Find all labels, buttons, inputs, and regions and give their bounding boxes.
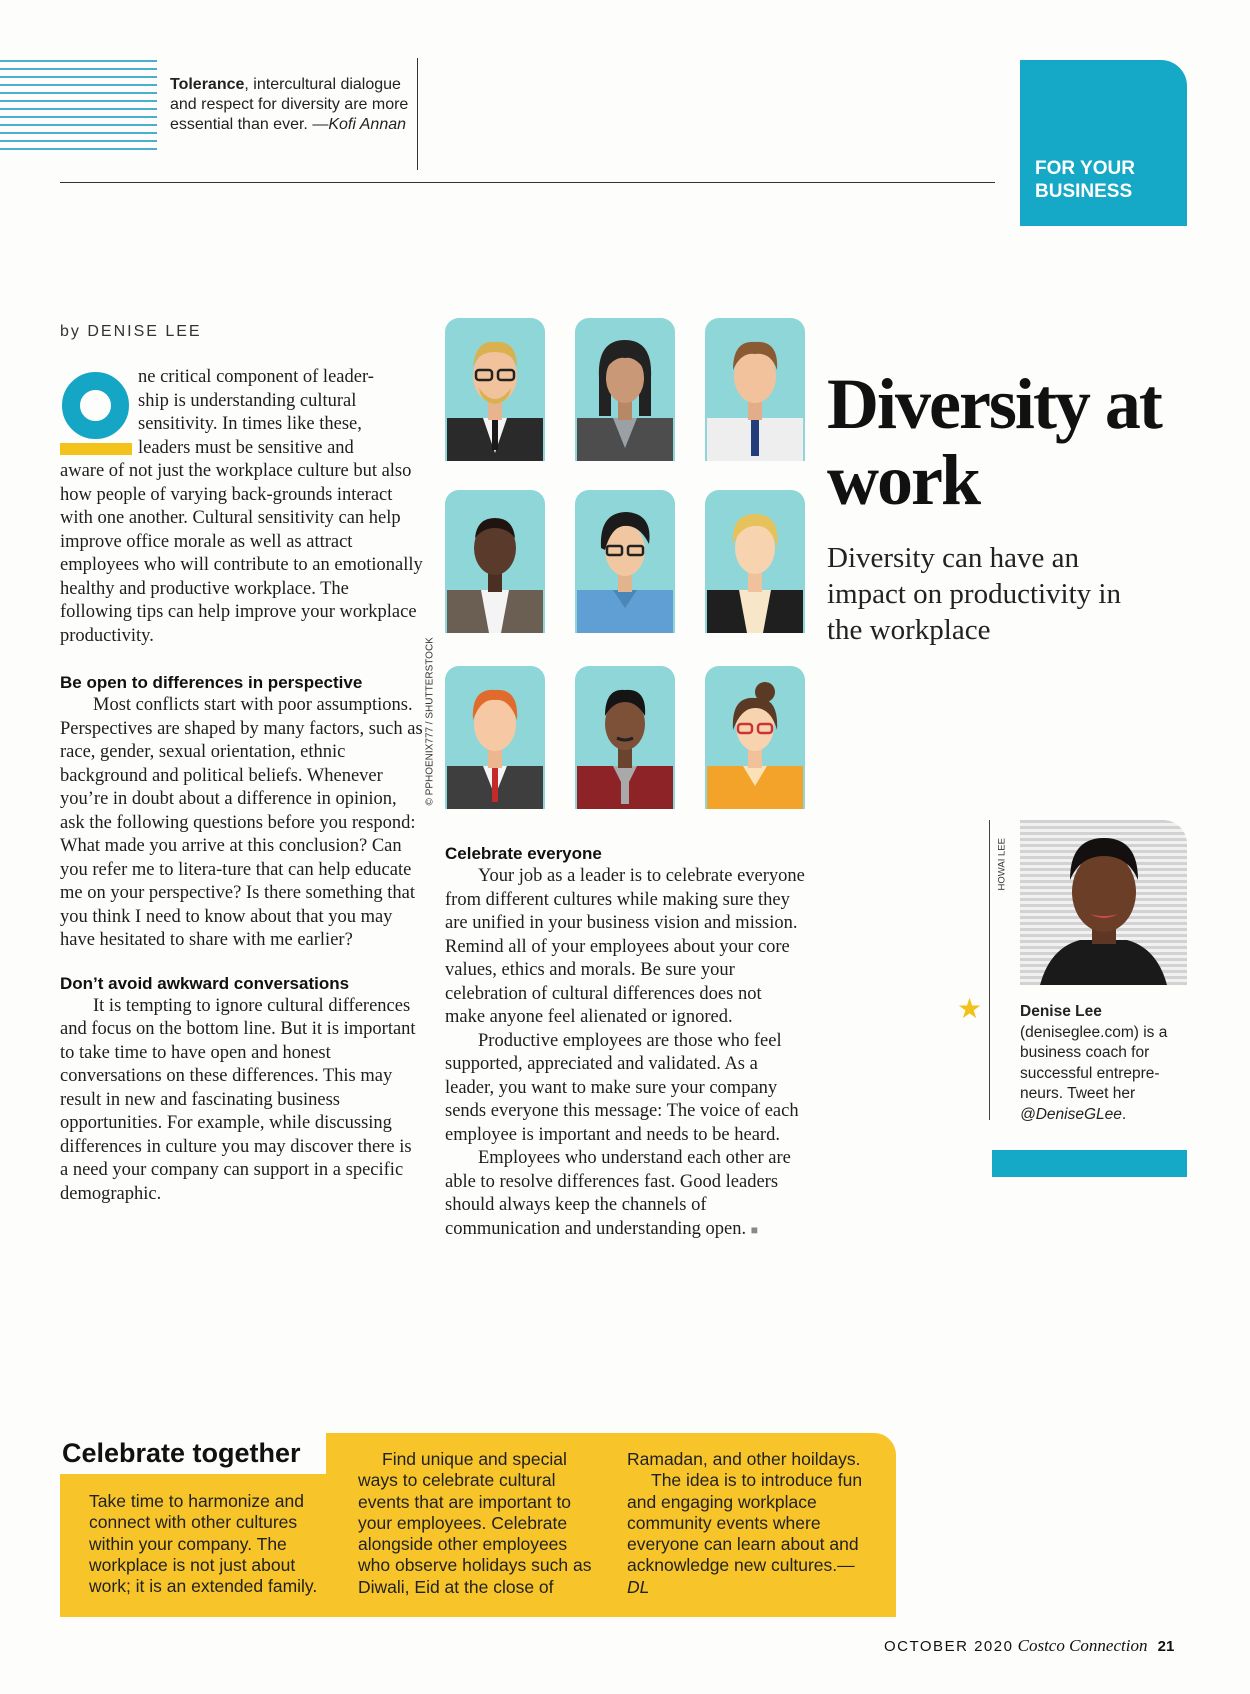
portrait-illustration: [705, 666, 805, 809]
quote-author: Kofi Annan: [328, 116, 407, 133]
sidebar-col-2: Find unique and special ways to celebrate cultural events that are important to your employees. Celebrate alongside other employees who observe holidays such as Diwali, Eid at the close of: [358, 1449, 592, 1597]
author-handle: @DeniseGLee: [1020, 1105, 1122, 1123]
section-heading: Be open to differences in perspective: [60, 673, 363, 692]
middle-column: [445, 842, 805, 1242]
author-bio: [1020, 1002, 1195, 1125]
pull-quote: [170, 75, 410, 135]
sidebar-col-3-text: The idea is to introduce fun and engaging workplace community events where everyone can learn about and acknowledge new cultures.: [627, 1470, 863, 1576]
image-credit: [420, 600, 442, 810]
intro-line: leaders must be sensitive and: [138, 437, 354, 458]
section-paragraph: [445, 1147, 805, 1242]
footer-date: OCTOBER 2020: [884, 1638, 1014, 1655]
bio-period: .: [1121, 1105, 1127, 1123]
article-deck: Diversity can have an impact on productivity in the workplace: [827, 542, 1121, 646]
sidebar-col-3-paragraph: [627, 1470, 872, 1598]
sidebar-col-3-line: Ramadan, and other hoildays.: [627, 1449, 861, 1469]
portrait-illustration: [705, 490, 805, 633]
author-accent-bar: [992, 1150, 1187, 1177]
section-paragraph: Your job as a leader is to celebrate everyone from different cultures while making sure they are unified in your business vision and mission. Remind all of your employees about your core values, ethics and morals. Be sure your celebration of cultural differences does not make anyone feel alienated or ignored.: [445, 866, 805, 1027]
author-bio-text: (deniseglee.com) is a business coach for successful entrepre-neurs. Tweet her: [1020, 1023, 1168, 1102]
sidebar-col-3: [627, 1449, 872, 1598]
intro-line: ship is understanding cultural: [138, 390, 357, 411]
author-divider: [989, 820, 990, 1120]
sidebar-col-1: Take time to harmonize and connect with other cultures within your company. The workplace is not just about work; it is an extended family.: [89, 1491, 318, 1597]
article-title: Diversity at work: [827, 364, 1161, 520]
footer-magazine: Costco Connection: [1017, 1636, 1148, 1655]
star-icon: ★: [957, 994, 983, 1025]
intro-line: ne critical component of leader-: [138, 367, 374, 387]
sidebar-signature: —DL: [627, 1555, 855, 1597]
portrait-illustration: [445, 318, 545, 461]
portrait-illustration: [575, 666, 675, 809]
section-heading: Don’t avoid awkward conversations: [60, 973, 350, 993]
image-credit-text: © PPHOENIX777 / SHUTTERSTOCK: [424, 637, 436, 806]
section-paragraph: Most conflicts start with poor assumptions. Perspectives are shaped by many factors, such as race, gender, sexual orientation, ethnic background and political beliefs. Whenever you’re in doubt about a difference in opinion, ask the following questions before you respond: What made you arrive at this conclusion? Can you refer me to litera-ture that can help educate me on your perspective? Is there something that you think I need to know about that you may have hesitated to share with me earlier?: [60, 695, 423, 950]
byline: by DENISE LEE: [60, 323, 202, 340]
section-text: Employees who understand each other are able to resolve differences fast. Good leaders should always keep the channels of communication and understanding open.: [445, 1148, 791, 1239]
end-mark: ■: [750, 1222, 758, 1237]
page-footer: [884, 1636, 1174, 1656]
quote-dash: —: [307, 116, 329, 133]
drop-cap-o: [62, 372, 129, 439]
left-column: [60, 460, 423, 1206]
portrait-grid: [445, 318, 805, 810]
photo-credit: [992, 820, 1008, 900]
section-heading: Celebrate everyone: [445, 844, 602, 863]
author-name: Denise Lee: [1020, 1003, 1102, 1020]
portrait-illustration: [705, 318, 805, 461]
intro-line: sensitivity. In times like these,: [138, 414, 362, 434]
portrait-illustration: [445, 666, 545, 809]
section-tab-label: FOR YOUR BUSINESS: [1035, 158, 1135, 202]
portrait-illustration: [575, 490, 675, 633]
intro-paragraph: aware of not just the workplace culture but also how people of varying back-grounds interact with one another. Cultural sensitivity can help improve office morale as well as attract employees who will contribute to an emotionally healthy and productive workplace. The following tips can help improve your workplace productivity.: [60, 461, 423, 646]
portrait-illustration: [445, 490, 545, 633]
sidebar-title: Celebrate together: [62, 1438, 301, 1468]
drop-cap-bar: [60, 443, 132, 455]
page-number: 21: [1157, 1638, 1175, 1655]
header-rule: [60, 182, 995, 183]
section-paragraph: It is tempting to ignore cultural differences and focus on the bottom line. But it is important to take time to have open and honest conversations on these differences. This may result in new and fascinating business opportunities. For example, while discussing differences in culture you may discover there is a need your company can support in a specific demographic.: [60, 995, 416, 1204]
quote-text: , intercultural dialogue and respect for diversity are more essential than ever.: [170, 76, 409, 133]
quote-lead: Tolerance: [170, 76, 245, 93]
intro-lines: [138, 366, 423, 460]
portrait-illustration: [575, 318, 675, 461]
author-photo: [1020, 820, 1187, 985]
header-divider: [417, 58, 418, 170]
decorative-stripes: [0, 60, 157, 156]
photo-credit-text: HOWAI LEE: [996, 838, 1008, 891]
section-paragraph: Productive employees are those who feel supported, appreciated and validated. As a leader, you want to make sure your company sends everyone this message: The voice of each employee is important and needs to be heard.: [445, 1030, 799, 1145]
